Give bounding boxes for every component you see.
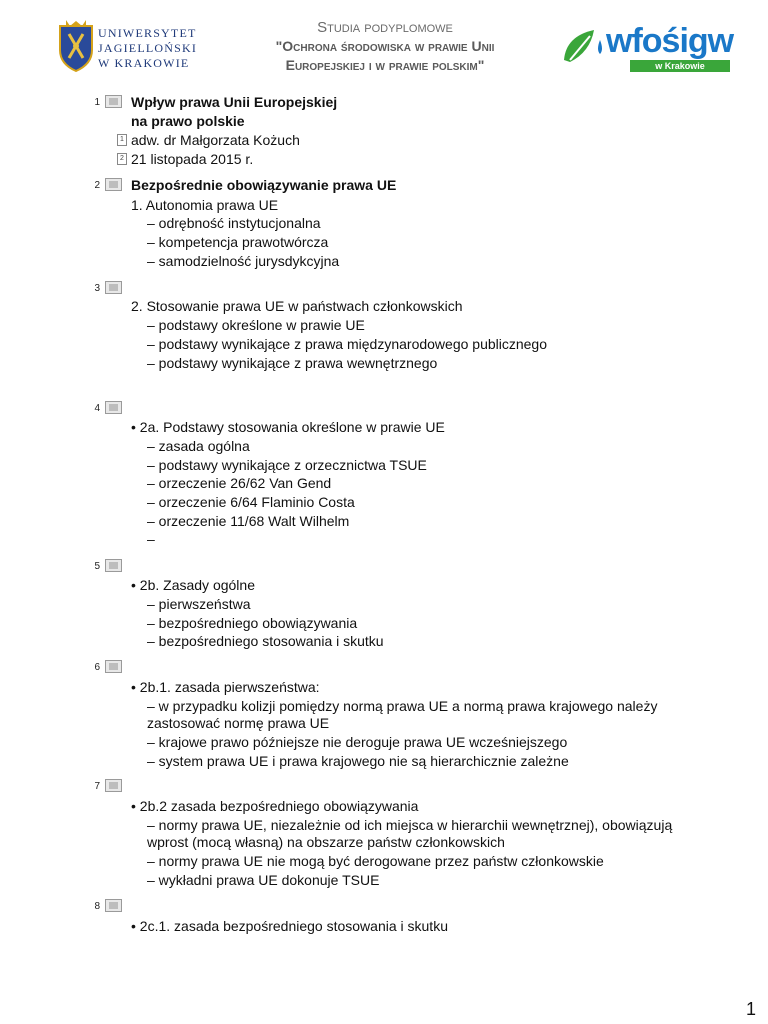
title-line-3: Europejskiej i w prawie polskim": [285, 57, 485, 73]
slide-4-item: – zasada ogólna: [147, 438, 250, 454]
slide-thumbnail-icon[interactable]: [105, 559, 122, 572]
slide-thumbnail-icon[interactable]: [105, 178, 122, 191]
wfosigw-brand: wfośigw: [606, 22, 734, 60]
slide-6-head: • 2b.1. zasada pierwszeństwa:: [131, 679, 320, 695]
slide-number: 5: [94, 561, 100, 572]
slide-7-head: • 2b.2 zasada bezpośredniego obowiązywania: [131, 798, 419, 814]
slide-1-title-line-1: Wpływ prawa Unii Europejskiej: [131, 94, 338, 110]
slide-number: 6: [94, 662, 100, 673]
slide-6-item: – system prawa UE i prawa krajowego nie są hierarchicznie zależne: [147, 753, 569, 769]
page-number: 1: [745, 999, 756, 1019]
slide-number: 3: [94, 283, 100, 294]
slide-3-head: 2. Stosowanie prawa UE w państwach członkowskich: [131, 298, 463, 314]
slide-4-item: – podstawy wynikające z orzecznictwa TSUE: [147, 457, 427, 473]
slide-number: 4: [94, 403, 100, 414]
slide-3-item: – podstawy wynikające z prawa międzynarodowego publicznego: [147, 336, 548, 352]
slide-1-note-date: 21 listopada 2015 r.: [131, 151, 254, 167]
slide-7-item: – normy prawa UE, niezależnie od ich miejsca w hierarchii wewnętrznej), obowiązują: [147, 817, 673, 833]
slide-5-item: – bezpośredniego stosowania i skutku: [147, 633, 384, 649]
slide-4-item: – orzeczenie 26/62 Van Gend: [147, 475, 332, 491]
note-marker: 1: [117, 134, 127, 146]
wfosigw-logo: [560, 22, 735, 77]
slide-7-item: – normy prawa UE nie mogą być derogowane przez państw członkowskie: [147, 853, 604, 869]
note-marker: 2: [117, 153, 127, 165]
slide-7-item: wprost (mocą własną) na obszarze państw członkowskich: [147, 834, 505, 850]
slide-6-item: zastosować normę prawa UE: [147, 715, 330, 731]
uj-line-2: JAGIELLOŃSKI: [98, 41, 198, 55]
slide-2-title: Bezpośrednie obowiązywanie prawa UE: [131, 177, 397, 193]
slide-4-head: • 2a. Podstawy stosowania określone w prawie UE: [131, 419, 445, 435]
slide-number: 1: [94, 97, 100, 108]
wfosigw-city: w Krakowie: [630, 60, 730, 72]
slide-thumbnail-icon[interactable]: [105, 899, 122, 912]
uj-crest-icon: [58, 18, 94, 72]
uj-line-1: UNIWERSYTET: [98, 26, 197, 40]
uj-name: [98, 26, 197, 71]
slide-8-head: • 2c.1. zasada bezpośredniego stosowania i skutku: [131, 918, 448, 934]
slide-thumbnail-icon[interactable]: [105, 95, 122, 108]
slide-2-item: – kompetencja prawotwórcza: [147, 234, 329, 250]
slide-1-note-author: adw. dr Małgorzata Kożuch: [131, 132, 300, 148]
slide-5-item: – bezpośredniego obowiązywania: [147, 615, 358, 631]
slide-2-item: – odrębność instytucjonalna: [147, 215, 321, 231]
title-line-1: Studia podyplomowe: [317, 19, 453, 36]
slide-number: 7: [94, 781, 100, 792]
slide-6-item: – krajowe prawo późniejsze nie deroguje prawa UE wcześniejszego: [147, 734, 568, 750]
slide-5-item: – pierwszeństwa: [147, 596, 251, 612]
slide-5-head: • 2b. Zasady ogólne: [131, 577, 255, 593]
slide-3-item: – podstawy wynikające z prawa wewnętrznego: [147, 355, 438, 371]
slide-2-head: 1. Autonomia prawa UE: [131, 197, 279, 213]
slide-thumbnail-icon[interactable]: [105, 779, 122, 792]
slide-6-item: – w przypadku kolizji pomiędzy normą prawa UE a normą prawa krajowego należy: [147, 698, 658, 714]
slide-7-item: – wykładni prawa UE dokonuje TSUE: [147, 872, 380, 888]
slide-number: 8: [94, 901, 100, 912]
slide-thumbnail-icon[interactable]: [105, 660, 122, 673]
slide-thumbnail-icon[interactable]: [105, 281, 122, 294]
slide-number: 2: [94, 180, 100, 191]
slide-4-item: –: [147, 531, 155, 547]
slide-1-title-line-2: na prawo polskie: [131, 113, 245, 129]
slide-2-item: – samodzielność jurysdykcyjna: [147, 253, 340, 269]
title-line-2: "Ochrona środowiska w prawie Unii: [275, 38, 495, 54]
slide-3-item: – podstawy określone w prawie UE: [147, 317, 365, 333]
slide-4-item: – orzeczenie 11/68 Walt Wilhelm: [147, 513, 350, 529]
uj-line-3: W KRAKOWIE: [98, 56, 190, 70]
slide-thumbnail-icon[interactable]: [105, 401, 122, 414]
document-title: [200, 18, 570, 75]
slide-4-item: – orzeczenie 6/64 Flaminio Costa: [147, 494, 355, 510]
